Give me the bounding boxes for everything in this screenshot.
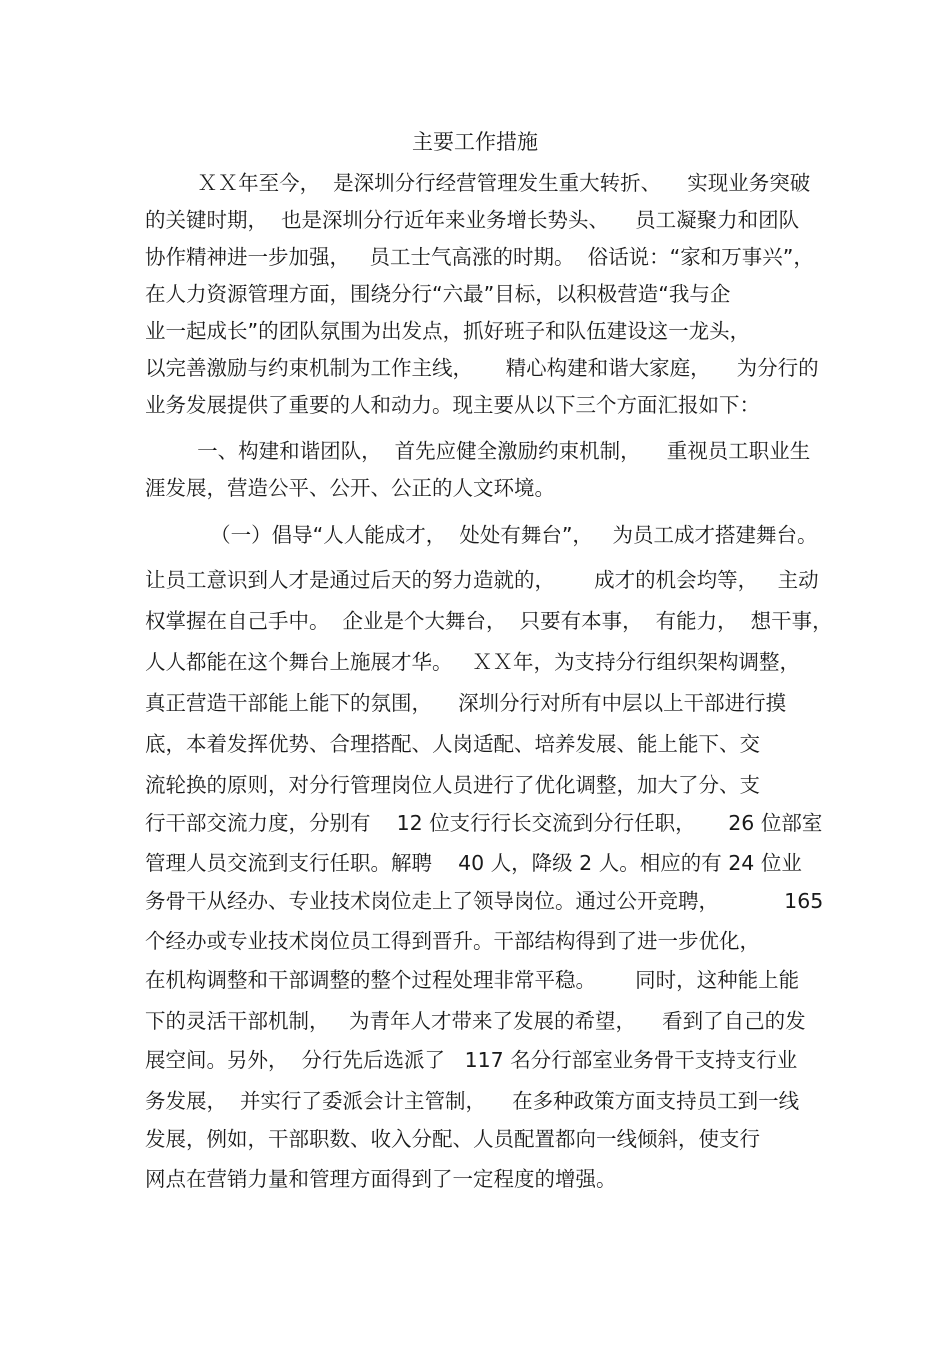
body-line: 一、构建和谐团队， 首先应健全激励约束机制， 重视员工职业生 <box>145 439 811 463</box>
body-line: 底，本着发挥优势、合理搭配、人岗适配、培养发展、能上能下、交 <box>145 732 760 756</box>
body-line: 权掌握在自己手中。 企业是个大舞台， 只要有本事， 有能力， 想干事， <box>145 609 833 633</box>
body-line: 人人都能在这个舞台上施展才华。 ＸＸ年，为支持分行组织架构调整， <box>145 650 801 674</box>
body-line: 管理人员交流到支行任职。解聘 40 人，降级 2 人。相应的有 24 位业 <box>145 851 802 875</box>
body-line: 流轮换的原则，对分行管理岗位人员进行了优化调整，加大了分、支 <box>145 773 760 797</box>
body-line: 涯发展，营造公平、公开、公正的人文环境。 <box>145 476 555 500</box>
document-title: 主要工作措施 <box>412 130 538 154</box>
body-line: 发展，例如，干部职数、收入分配、人员配置都向一线倾斜，使支行 <box>145 1127 760 1151</box>
body-line: 网点在营销力量和管理方面得到了一定程度的增强。 <box>145 1167 617 1191</box>
body-line: 务发展， 并实行了委派会计主管制， 在多种政策方面支持员工到一线 <box>145 1089 800 1113</box>
body-line: 展空间。另外， 分行先后选派了 117 名分行部室业务骨干支持支行业 <box>145 1048 798 1072</box>
body-line: 务骨干从经办、专业技术岗位走上了领导岗位。通过公开竞聘， 165 <box>145 889 824 913</box>
body-line: 真正营造干部能上能下的氛围， 深圳分行对所有中层以上干部进行摸 <box>145 691 787 715</box>
body-line: 下的灵活干部机制， 为青年人才带来了发展的希望， 看到了自己的发 <box>145 1009 806 1033</box>
body-line: 个经办或专业技术岗位员工得到晋升。干部结构得到了进一步优化， <box>145 929 760 953</box>
body-line: 让员工意识到人才是通过后天的努力造就的， 成才的机会均等， 主动 <box>145 568 819 592</box>
body-line: 在机构调整和干部调整的整个过程处理非常平稳。 同时，这种能上能 <box>145 968 800 992</box>
body-line: 行干部交流力度，分别有 12 位支行行长交流到分行任职， 26 位部室 <box>145 811 823 835</box>
body-line: （一）倡导“人人能成才， 处处有舞台”， 为员工成才搭建舞台。 <box>145 523 818 547</box>
body-line: 协作精神进一步加强， 员工士气高涨的时期。 俗话说：“家和万事兴”， <box>145 245 814 269</box>
body-line: 以完善激励与约束机制为工作主线， 精心构建和谐大家庭， 为分行的 <box>145 356 819 380</box>
body-line: 业一起成长”的团队氛围为出发点，抓好班子和队伍建设这一龙头， <box>145 319 751 343</box>
body-line: 的关键时期， 也是深圳分行近年来业务增长势头、 员工凝聚力和团队 <box>145 208 800 232</box>
body-line: 业务发展提供了重要的人和动力。现主要从以下三个方面汇报如下： <box>145 393 760 417</box>
body-line: ＸＸ年至今， 是深圳分行经营管理发生重大转折、 实现业务突破 <box>145 171 811 195</box>
body-line: 在人力资源管理方面，围绕分行“六最”目标，以积极营造“我与企 <box>145 282 731 306</box>
